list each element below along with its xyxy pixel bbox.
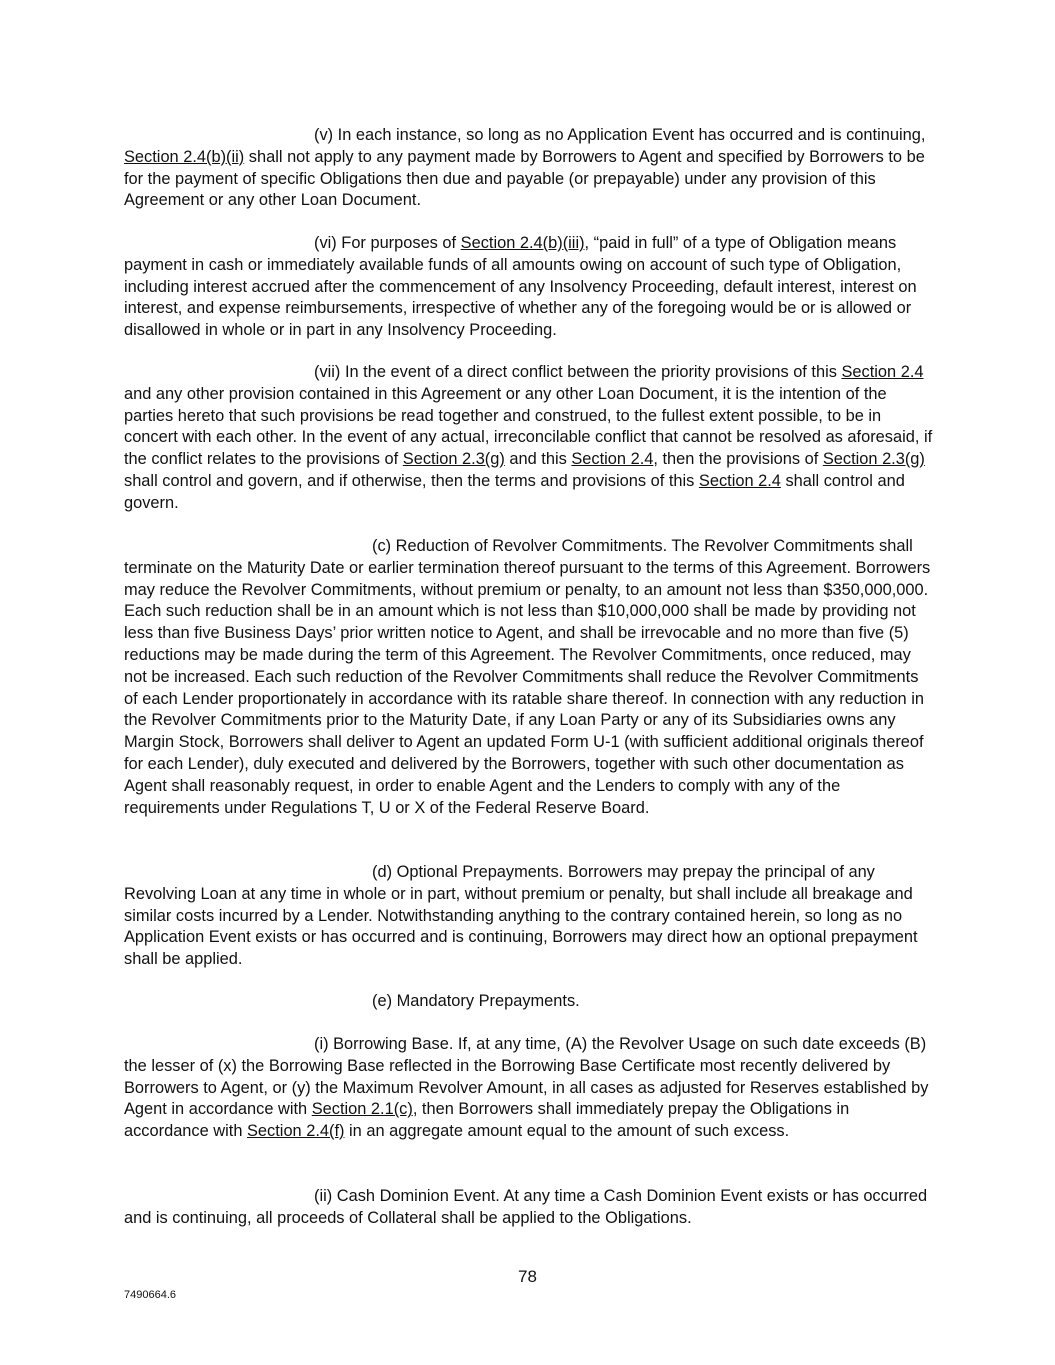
paragraph-vi	[124, 233, 936, 342]
paragraph-text: shall control and govern, and if otherwise, then the terms and provisions of this	[124, 471, 699, 490]
paragraph-text: (ii) Cash Dominion Event. At any time a Cash Dominion Event exists or has occurred and is continuing, all proceeds of Collateral shall be applied to the Obligations.	[124, 1187, 928, 1227]
paragraph-e-ii	[124, 1186, 936, 1230]
section-reference: Section 2.4(b)(ii)	[124, 147, 245, 166]
section-reference: Section 2.4	[698, 471, 781, 490]
paragraph-text: (v) In each instance, so long as no Application Event has occurred and is continuing,	[314, 126, 926, 144]
paragraph-c	[124, 536, 936, 819]
paragraph-text: shall control and govern.	[124, 471, 905, 512]
paragraph-text: , then Borrowers shall immediately prepay the Obligations in accordance with	[124, 1100, 850, 1141]
section-reference: Section 2.1(c)	[311, 1100, 413, 1119]
page-number: 78	[518, 1267, 537, 1286]
section-reference: Section 2.4(b)(iii)	[460, 234, 585, 252]
document-id: 7490664.6	[124, 1289, 176, 1301]
section-reference: Section 2.3(g)	[822, 450, 925, 469]
paragraph-text: and this	[504, 450, 572, 469]
paragraph-text: (e) Mandatory Prepayments.	[372, 992, 580, 1010]
paragraph-text: (vii) In the event of a direct conflict between the priority provisions of this	[314, 363, 842, 381]
section-reference: Section 2.4	[841, 363, 924, 381]
paragraph-e	[124, 991, 936, 1013]
paragraph-text: (d) Optional Prepayments. Borrowers may prepay the principal of any Revolving Loan at any time in whole or in part, without premium or penalty, but shall include all breakage and similar costs incurred by a Lender. Notwithstanding anything to the contrary contained herein, so long as no Application Event exists or has occurred and is continuing, Borrowers may direct how an optional prepayment shall be applied.	[124, 863, 918, 969]
paragraph-text: , “paid in full” of a type of Obligation means payment in cash or immediately available funds of all amounts owing on account of such type of Obligation, including interest accrued after the commencement of any Insolvency Proceeding, default interest, interest on interest, and expense reimbursements, irrespective of whether any of the foregoing would be or is allowed or disallowed in whole or in part in any Insolvency Proceeding.	[124, 234, 917, 340]
paragraph-text: (c) Reduction of Revolver Commitments. The Revolver Commitments shall terminate on the Maturity Date or earlier termination thereof pursuant to the terms of this Agreement. Borrowers may reduce the Revolver Commitments, without premium or penalty, to an amount not less than $350,000,000. Each such reduction shall be in an amount which is not less than $10,000,000 shall be made by providing not less than five Business Days’ prior written notice to Agent, and shall be irrevocable and no more than five (5) reductions may be made during the term of this Agreement. The Revolver Commitments, once reduced, may not be increased. Each such reduction of the Revolver Commitments shall reduce the Revolver Commitments of each Lender proportionately in accordance with its ratable share thereof. In connection with any reduction in the Revolver Commitments prior to the Maturity Date, if any Loan Party or any of its Subsidiaries owns any Margin Stock, Borrowers shall deliver to Agent an updated Form U-1 (with sufficient additional originals thereof for each Lender), duly executed and delivered by the Borrowers, together with such other documentation as Agent shall reasonably request, in order to enable Agent and the Lenders to comply with any of the requirements under Regulations T, U or X of the Federal Reserve Board.	[124, 537, 931, 817]
paragraph-d	[124, 862, 936, 971]
paragraph-v	[124, 125, 936, 212]
section-reference: Section 2.4(f)	[247, 1122, 345, 1141]
paragraph-text: (vi) For purposes of	[314, 234, 461, 252]
paragraph-vii	[124, 362, 936, 515]
paragraph-e-i	[124, 1034, 936, 1143]
paragraph-text: shall not apply to any payment made by Borrowers to Agent and specified by Borrowers to be for the payment of specific Obligations then due and payable (or prepayable) under any provision of this Agreement or any other Loan Document.	[124, 147, 925, 210]
paragraph-text: (i) Borrowing Base. If, at any time, (A) the Revolver Usage on such date exceeds (B) the lesser of (x) the Borrowing Base reflected in the Borrowing Base Certificate most recently delivered by Borrowers to Agent, or (y) the Maximum Revolver Amount, in all cases as adjusted for Reserves established by Agent in accordance with	[124, 1035, 929, 1119]
section-reference: Section 2.3(g)	[402, 450, 505, 469]
section-reference: Section 2.4	[571, 450, 654, 469]
paragraph-text: in an aggregate amount equal to the amount of such excess.	[344, 1122, 790, 1141]
paragraph-text: , then the provisions of	[653, 450, 823, 469]
paragraph-text: and any other provision contained in this Agreement or any other Loan Document, it is the intention of the parties hereto that such provisions be read together and construed, to the fullest extent possible, to be in concert with each other. In the event of any actual, irreconcilable conflict that cannot be resolved as aforesaid, if the conflict relates to the provisions of	[124, 384, 933, 469]
